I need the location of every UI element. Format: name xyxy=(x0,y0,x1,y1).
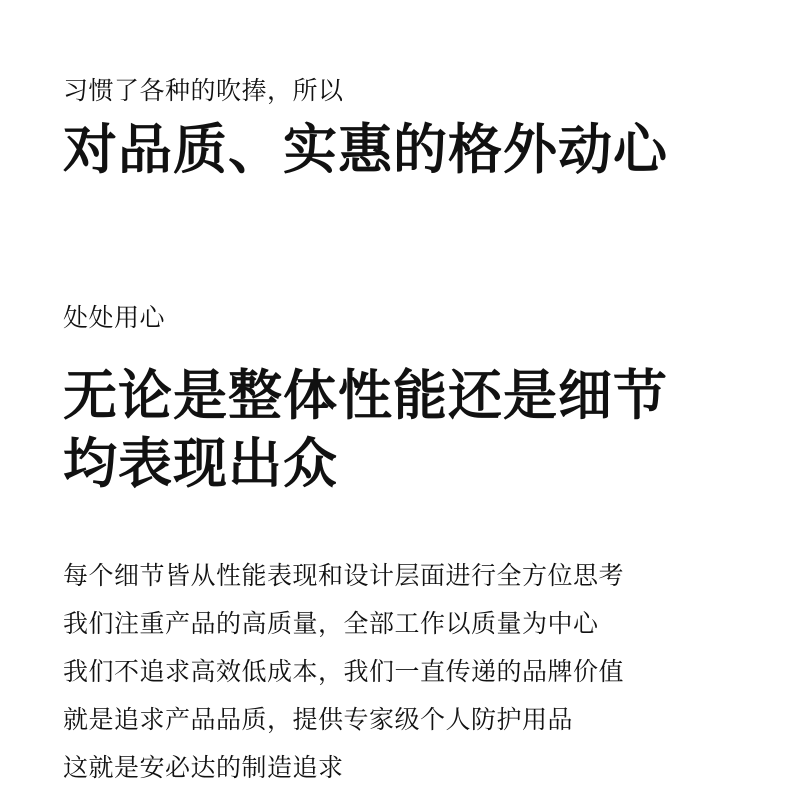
section2-subtitle-block xyxy=(63,303,165,333)
section2-headline-block xyxy=(63,362,668,498)
paragraph-line-2: 我们注重产品的高质量，全部工作以质量为中心 xyxy=(63,609,599,638)
section2-subtitle: 处处用心 xyxy=(63,303,166,332)
section1-headline-block xyxy=(63,116,668,184)
paragraph-line-4: 就是追求产品品质，提供专家级个人防护用品 xyxy=(63,705,574,734)
section3-paragraph xyxy=(63,552,624,792)
paragraph-line-1: 每个细节皆从性能表现和设计层面进行全方位思考 xyxy=(63,561,625,590)
paragraph-line-3: 我们不追求高效低成本，我们一直传递的品牌价值 xyxy=(63,657,625,686)
section1-headline: 对品质、实惠的格外动心 xyxy=(63,118,668,181)
section2-headline-line-2: 均表现出众 xyxy=(63,432,338,495)
section1-subtitle-block xyxy=(63,76,344,106)
section1-subtitle: 习惯了各种的吹捧，所以 xyxy=(63,76,344,105)
section2-headline-line-1: 无论是整体性能还是细节 xyxy=(63,364,668,427)
paragraph-line-5: 这就是安必达的制造追求 xyxy=(63,753,344,782)
